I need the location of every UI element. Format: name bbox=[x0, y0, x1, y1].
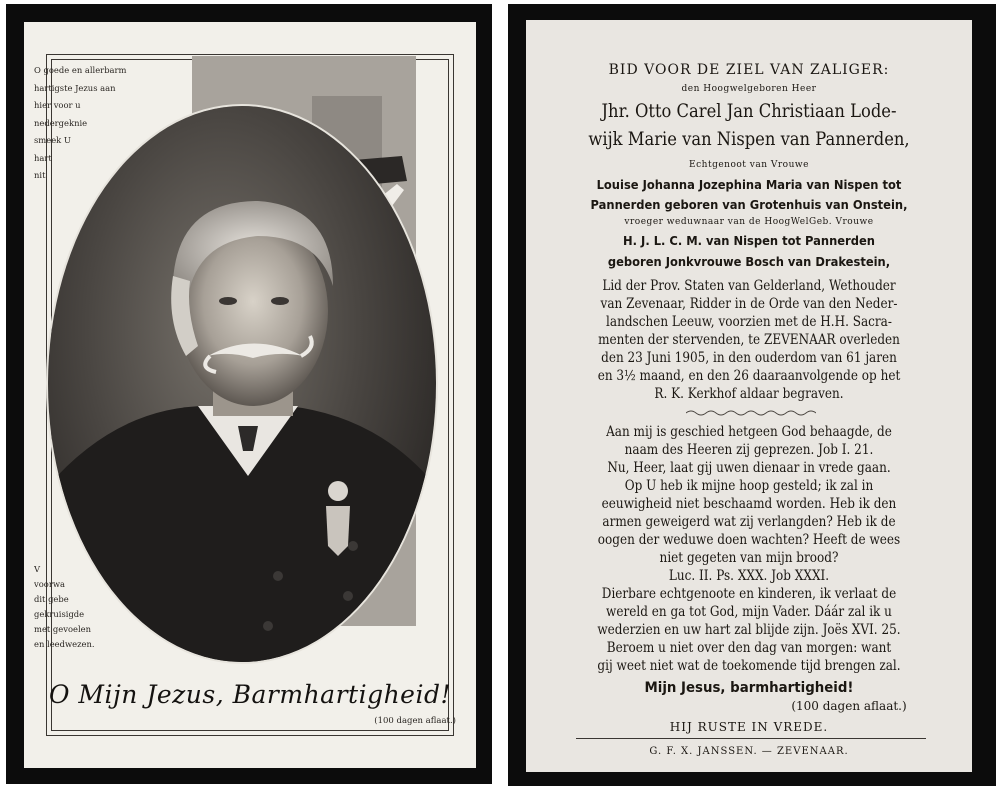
scripture-line: Dierbare echtgenoote en kinderen, ik verlaat de bbox=[601, 586, 897, 602]
scripture-line: Aan mij is geschied hetgeen God behaagde, de bbox=[606, 424, 892, 440]
bio-line: Lid der Prov. Staten van Gelderland, Wethouder bbox=[602, 278, 896, 294]
heading: BID VOOR DE ZIEL VAN ZALIGER: bbox=[608, 62, 890, 78]
bio-line: menten der stervenden, te ZEVENAAR overleden bbox=[598, 332, 900, 348]
left-indulgence: (100 dagen aflaat.) bbox=[374, 716, 456, 726]
prayer-text: O goede en allerbarm hartigste Jezus aan hier voor u nedergeknie smeek U hart nit bbox=[34, 65, 127, 180]
scripture-reference: Luc. II. Ps. XXX. Job XXXI. bbox=[668, 568, 830, 584]
first-wife-line-2: geboren Jonkvrouwe Bosch van Drakestein, bbox=[607, 254, 891, 269]
first-wife-line-1: H. J. L. C. M. van Nispen tot Pannerden bbox=[623, 233, 875, 248]
scripture-line: wereld en ga tot God, mijn Vader. Dáár zal ik u bbox=[606, 604, 892, 620]
scripture-line: wederzien en uw hart zal blijde zijn. Joës XVI. 25. bbox=[597, 622, 901, 638]
deceased-name-line-1: Jhr. Otto Carel Jan Christiaan Lode- bbox=[601, 100, 897, 122]
spouse-line-1: Louise Johanna Jozephina Maria van Nispen tot bbox=[596, 177, 902, 192]
bio-line: van Zevenaar, Ridder in de Orde van den Neder- bbox=[600, 296, 898, 312]
spouse-label: Echtgenoot van Vrouwe bbox=[689, 160, 809, 170]
scripture-line: naam des Heeren zij geprezen. Job I. 21. bbox=[624, 442, 874, 458]
spouse-line-2: Pannerden geboren van Grotenhuis van Onstein, bbox=[590, 197, 908, 212]
scripture-line: Op U heb ik mijne hoop gesteld; ik zal in bbox=[624, 478, 874, 494]
widower-label: vroeger weduwnaar van de HoogWelGeb. Vrouwe bbox=[624, 217, 874, 227]
scripture-line: armen geweigerd wat zij verlangden? Heb ik de bbox=[602, 514, 896, 530]
wavy-divider bbox=[686, 409, 816, 417]
honorific: den Hoogwelgeboren Heer bbox=[681, 84, 817, 94]
scripture-line: niet gegeten van mijn brood? bbox=[659, 550, 839, 566]
scripture-line: Beroem u niet over den dag van morgen: want bbox=[606, 640, 892, 656]
printer-credit: G. F. X. JANSSEN. — ZEVENAAR. bbox=[649, 746, 849, 757]
left-memorial-card bbox=[6, 4, 492, 784]
prayer-text-bottom: V voorwa dit gebe gekruisigde met gevoelen en leedwezen. bbox=[34, 564, 95, 649]
bio-line: landschen Leeuw, voorzien met de H.H. Sacra- bbox=[606, 314, 892, 330]
right-indulgence: (100 dagen aflaat.) bbox=[791, 699, 907, 713]
bio-line: R. K. Kerkhof aldaar begraven. bbox=[654, 386, 844, 402]
divider-rule bbox=[576, 738, 926, 739]
left-card-paper bbox=[24, 22, 476, 768]
scripture-line: oogen der weduwe doen wachten? Heeft de wees bbox=[597, 532, 901, 548]
right-motto: Mijn Jesus, barmhartigheid! bbox=[644, 680, 854, 696]
bio-line: en 3½ maand, en den 26 daaraanvolgende op het bbox=[597, 368, 901, 384]
scripture-line: eeuwigheid niet beschaamd worden. Heb ik den bbox=[601, 496, 897, 512]
left-motto: O Mijn Jezus, Barmhartigheid! bbox=[48, 680, 452, 709]
right-card-paper bbox=[526, 20, 972, 772]
scripture-line: Nu, Heer, laat gij uwen dienaar in vrede gaan. bbox=[607, 460, 891, 476]
rest-in-peace: HIJ RUSTE IN VREDE. bbox=[669, 720, 829, 734]
bio-line: den 23 Juni 1905, in den ouderdom van 61 jaren bbox=[601, 350, 897, 366]
right-memorial-card bbox=[508, 4, 996, 786]
deceased-name-line-2: wijk Marie van Nispen van Pannerden, bbox=[588, 128, 910, 150]
scripture-line: gij weet niet wat de toekomende tijd brengen zal. bbox=[597, 658, 901, 674]
